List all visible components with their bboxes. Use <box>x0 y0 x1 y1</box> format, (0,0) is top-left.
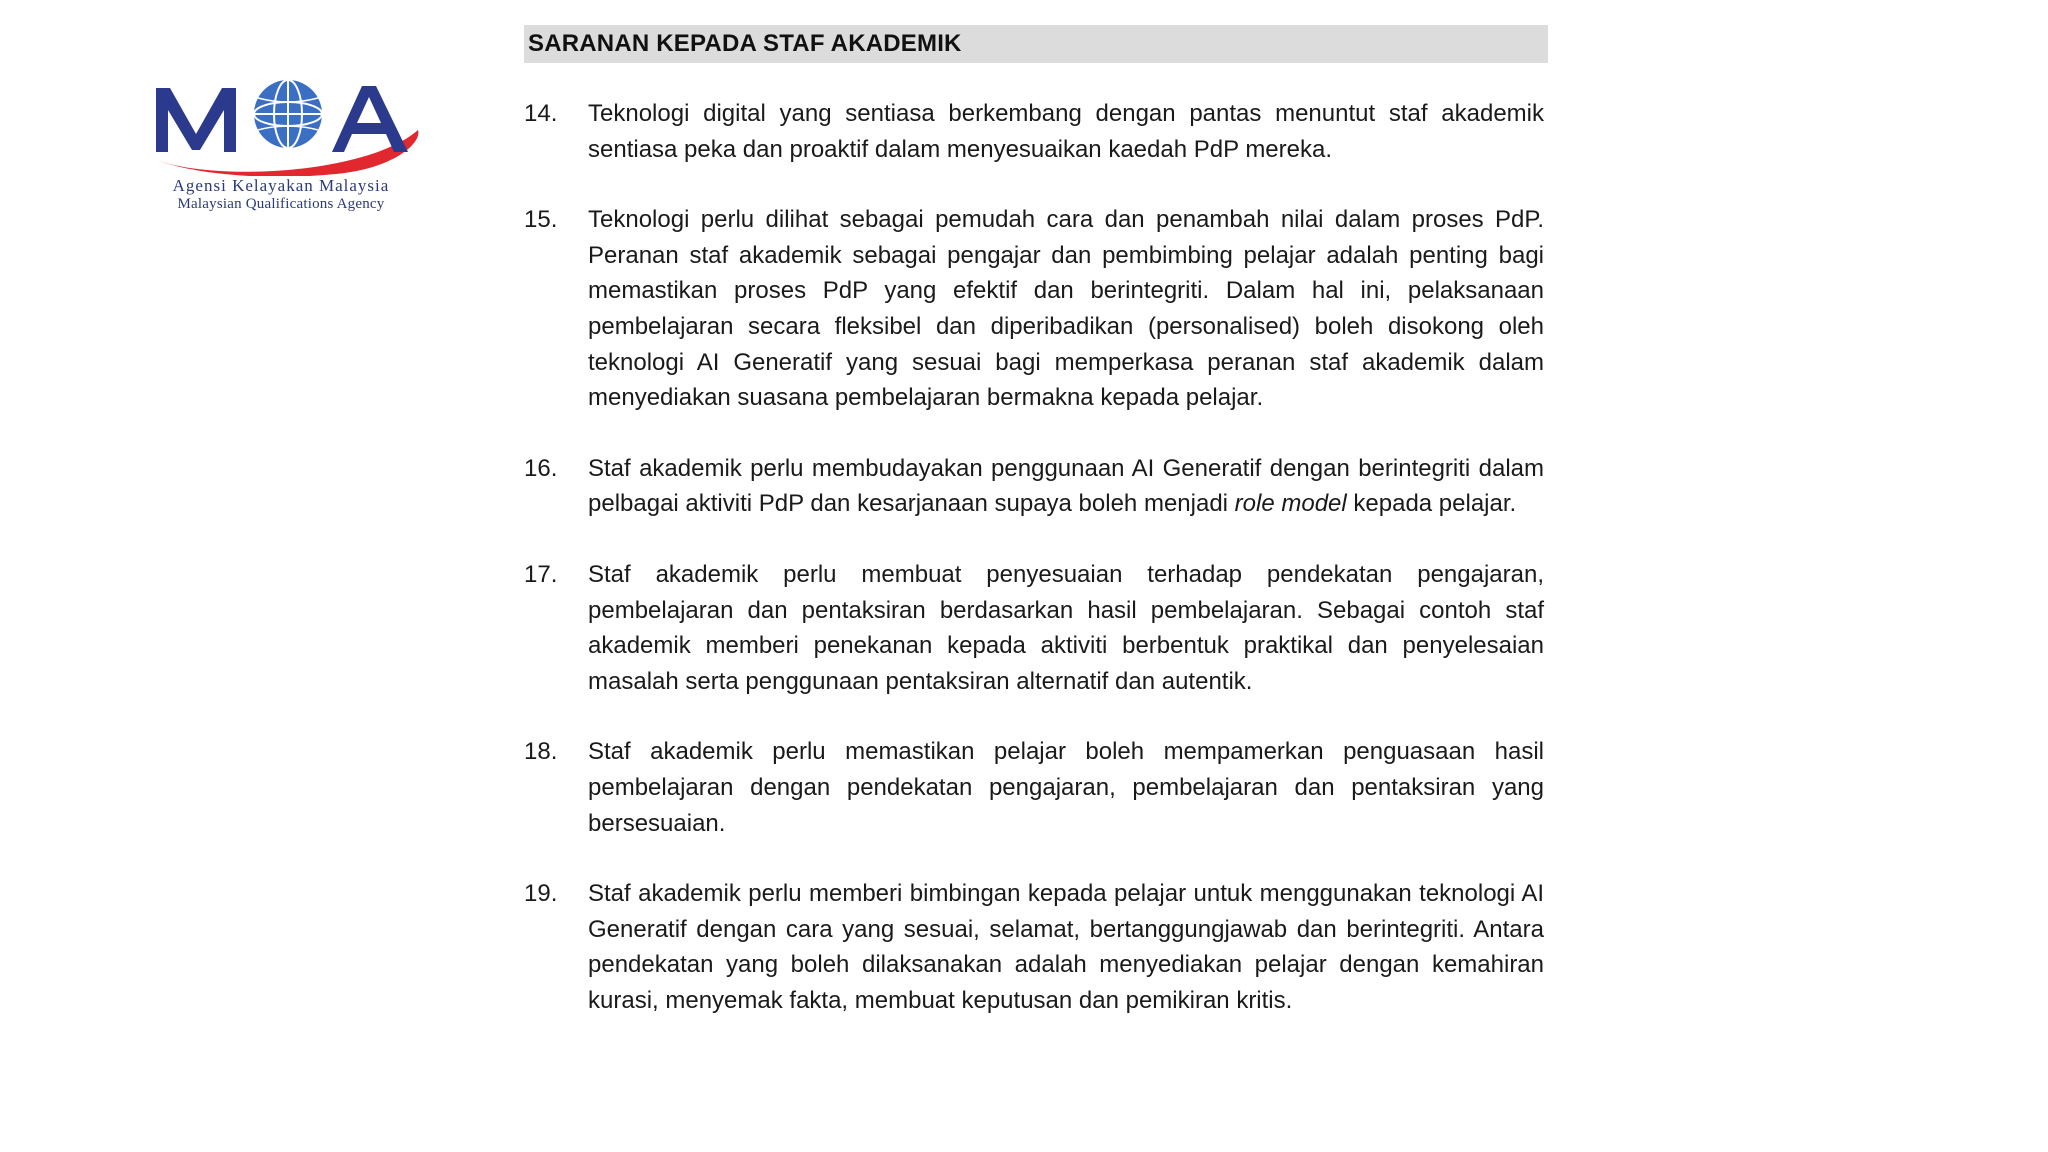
item-text: Staf akademik perlu membuat penyesuaian terhadap pendekatan pengajaran, pembelajaran dan pentaksiran berdasarkan hasil pembelajaran. Sebagai contoh staf akademik memberi penekanan kepada aktiviti berbentuk praktikal dan penyelesaian masalah serta penggunaan pentaksiran alternatif dan autentik. <box>588 560 1544 695</box>
item-number: 18. <box>524 738 558 766</box>
recommendation-list <box>524 96 1544 1053</box>
logo-letter-a <box>332 86 408 152</box>
list-item <box>524 451 1544 522</box>
item-text-italic: role model <box>1234 490 1347 518</box>
logo-subtitle-english: Malaysian Qualifications Agency <box>177 196 385 212</box>
list-item <box>524 202 1544 416</box>
mqa-logo-mark <box>136 72 426 176</box>
list-item <box>524 876 1544 1018</box>
globe-icon <box>254 80 322 148</box>
logo-letter-m <box>156 88 236 152</box>
item-text-part: Staf akademik perlu membudayakan penggunaan AI Generatif dengan berintegriti dalam pelbagai aktiviti PdP dan kesarjanaan supaya boleh menjadi <box>588 454 1544 518</box>
list-item <box>524 734 1544 841</box>
item-text: Teknologi digital yang sentiasa berkembang dengan pantas menuntut staf akademik sentiasa peka dan proaktif dalam menyesuaikan kaedah PdP mereka. <box>588 100 1544 163</box>
item-number: 15. <box>524 206 558 234</box>
item-text: Staf akademik perlu memastikan pelajar boleh mempamerkan penguasaan hasil pembelajaran dengan pendekatan pengajaran, pembelajaran dan pentaksiran yang bersesuaian. <box>588 738 1544 837</box>
item-number: 14. <box>524 100 558 127</box>
item-number: 17. <box>524 560 558 588</box>
section-header <box>524 25 1548 63</box>
list-item <box>524 96 1544 167</box>
item-number: 19. <box>524 880 558 908</box>
logo-subtitle-malay: Agensi Kelayakan Malaysia <box>172 176 390 195</box>
item-text: Teknologi perlu dilihat sebagai pemudah cara dan penambah nilai dalam proses PdP. Peranan staf akademik sebagai pengajar dan pembimbing pelajar adalah penting bagi memastikan proses PdP yang efektif dan berintegriti. Dalam hal ini, pelaksanaan pembelajaran secara fleksibel dan diperibadikan (personalised) boleh disokong oleh teknologi AI Generatif yang sesuai bagi memperkasa peranan staf akademik dalam menyediakan suasana pembelajaran bermakna kepada pelajar. <box>588 206 1544 412</box>
item-text-part: kepada pelajar. <box>1346 490 1517 518</box>
item-text <box>588 451 1544 522</box>
item-text: Staf akademik perlu memberi bimbingan kepada pelajar untuk menggunakan teknologi AI Generatif dengan cara yang sesuai, selamat, bertanggungjawab dan berintegriti. Antara pendekatan yang boleh dilaksanakan adalah menyediakan pelajar dengan kemahiran kurasi, menyemak fakta, membuat keputusan dan pemikiran kritis. <box>588 880 1544 1014</box>
list-item <box>524 557 1544 699</box>
mqa-logo <box>136 72 426 222</box>
section-title: SARANAN KEPADA STAF AKADEMIK <box>528 30 962 57</box>
item-number: 16. <box>524 454 558 482</box>
